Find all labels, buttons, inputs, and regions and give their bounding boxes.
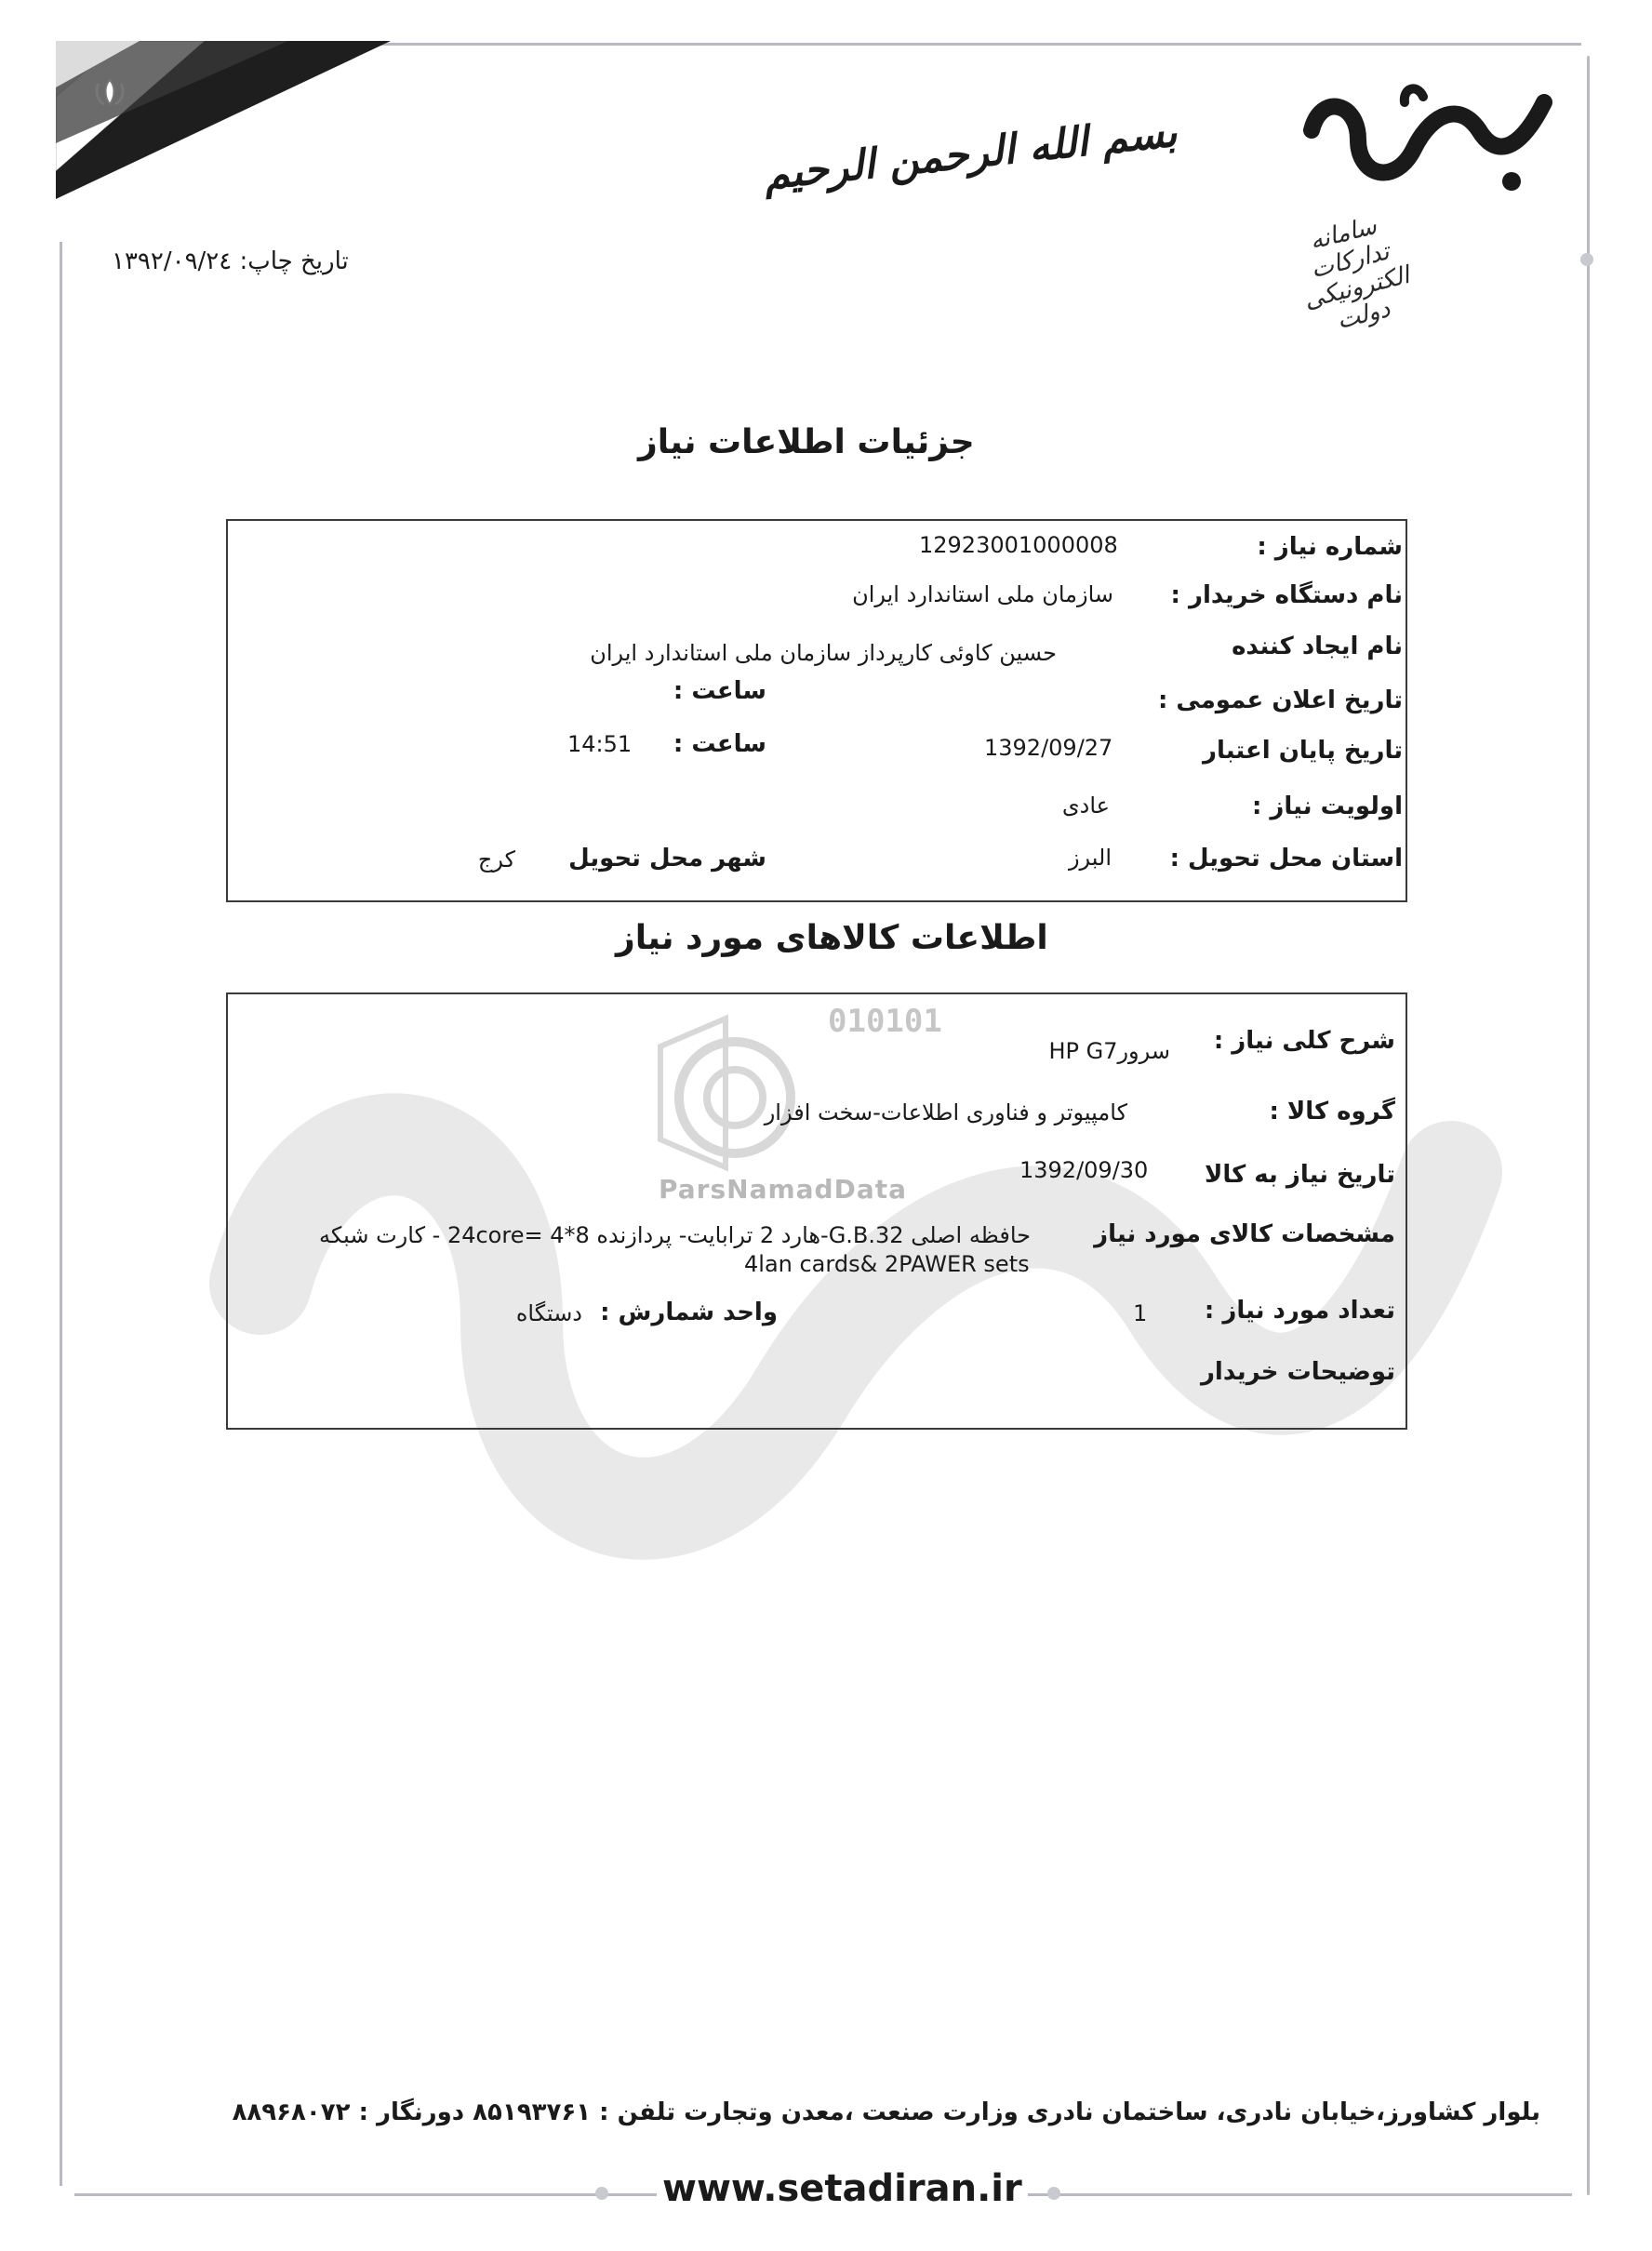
- creator-label: نام ایجاد کننده: [1232, 633, 1403, 660]
- buyer-value: سازمان ملی استاندارد ایران: [852, 581, 1113, 607]
- footer-address: بلوار کشاورز،خیابان نادری، ساختمان نادری وزارت صنعت ،معدن وتجارت تلفن : ۸۵۱۹۳۷۶۱ دورنگار : ۸۸۹۶۸۰۷۲: [232, 2098, 1540, 2126]
- frame-dot-icon: [1580, 253, 1593, 266]
- frame-dot-icon: [1047, 2187, 1060, 2200]
- validity-date-value: 1392/09/27: [984, 735, 1113, 761]
- priority-value: عادی: [1061, 793, 1110, 819]
- goods-group-label: گروه کالا :: [1269, 1098, 1395, 1126]
- need-date-value: 1392/09/30: [1019, 1157, 1149, 1183]
- unit-value: دستگاه: [515, 1300, 582, 1326]
- specs-label: مشخصات کالای مورد نیاز: [1094, 1220, 1395, 1248]
- buyer-label: نام دستگاه خریدار :: [1170, 581, 1403, 609]
- frame-top-line: [372, 43, 1581, 46]
- validity-time-label: ساعت :: [673, 730, 766, 758]
- creator-value: حسین کاوئی کارپرداز سازمان ملی استاندارد ایران: [590, 640, 1057, 666]
- desc-value: سرورHP G7: [1048, 1038, 1170, 1064]
- section2-title: اطلاعات کالاهای مورد نیاز: [616, 919, 1048, 957]
- priority-label: اولویت نیاز :: [1251, 793, 1403, 820]
- desc-label: شرح کلی نیاز :: [1213, 1027, 1395, 1055]
- specs-line2: 4lan cards& 2PAWER sets: [744, 1251, 1030, 1277]
- frame-left-line: [60, 242, 62, 2186]
- announce-time-label: ساعت :: [673, 677, 766, 705]
- frame-right-line: [1587, 56, 1590, 2195]
- buyer-notes-label: توضیحات خریدار: [1200, 1358, 1395, 1386]
- watermark-text: ParsNamadData: [659, 1174, 907, 1205]
- validity-time-value: 14:51: [567, 731, 633, 757]
- watermark-digits: 010101: [828, 1003, 942, 1040]
- validity-date-label: تاریخ پایان اعتبار: [1203, 737, 1403, 765]
- quantity-label: تعداد مورد نیاز :: [1204, 1297, 1395, 1325]
- frame-dot-icon: [595, 2187, 608, 2200]
- need-date-label: تاریخ نیاز به کالا: [1204, 1161, 1395, 1189]
- city-label: شهر محل تحویل: [568, 845, 766, 872]
- goods-group-value: کامپیوتر و فناوری اطلاعات-سخت افزار: [764, 1099, 1127, 1126]
- city-value: کرج: [477, 846, 515, 872]
- section1-title: جزئیات اطلاعات نیاز: [638, 423, 975, 461]
- quantity-value: 1: [1133, 1300, 1148, 1326]
- announce-date-label: تاریخ اعلان عمومی :: [1157, 686, 1403, 714]
- unit-label: واحد شمارش :: [600, 1299, 778, 1326]
- specs-line1: حافظه اصلی G.B.32-هارد 2 ترابایت- پردازنده 8*4 =24core - کارت شبکه: [318, 1222, 1031, 1248]
- need-number-label: شماره نیاز :: [1257, 533, 1403, 561]
- setad-logo-text: سامانه تدارکات الکترونیکی دولت: [1301, 211, 1413, 336]
- flag-ribbon: [56, 41, 391, 208]
- footer-website[interactable]: www.setadiran.ir: [657, 2167, 1028, 2210]
- province-value: البرز: [1068, 845, 1112, 871]
- bismillah: بسم الله الرحمن الرحیم: [761, 108, 1179, 200]
- emblem-icon: [91, 76, 128, 110]
- need-number-value: 12923001000008: [919, 532, 1118, 558]
- province-label: استان محل تحویل :: [1169, 845, 1403, 872]
- print-date: تاریخ چاپ: ۱۳۹۲/۰۹/۲٤: [112, 247, 349, 275]
